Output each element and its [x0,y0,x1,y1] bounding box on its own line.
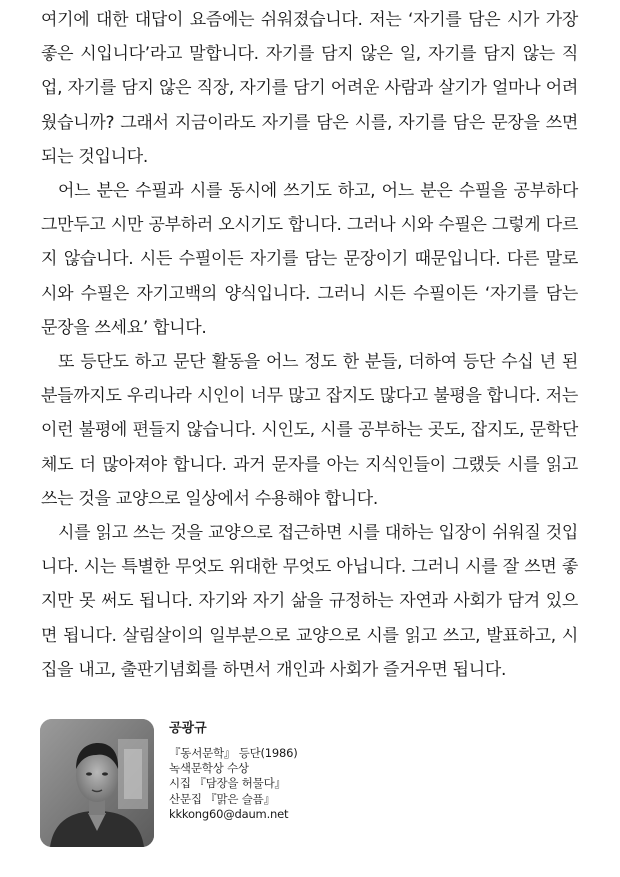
article-paragraph: 어느 분은 수필과 시를 동시에 쓰기도 하고, 어느 분은 수필을 공부하다 그만두고 시만 공부하러 오시기도 합니다. 그러나 시와 수필은 그렇게 다르지 않습니다. 시든 수필이든 자기를 담는 문장이기 때문입니다. 다른 말로 시와 수필은 자기고백의 양식입니다. 그러니 시든 수필이든 ‘자기를 담는 문장을 쓰세요’ 합니다. [41,181,578,338]
article-paragraph: 여기에 대한 대답이 요즘에는 쉬워졌습니다. 저는 ‘자기를 담은 시가 가장 좋은 시입니다’라고 말합니다. 자기를 담지 않은 일, 자기를 담지 않는 직업, 자기를 담지 않은 직장, 자기를 담기 어려운 사람과 살기가 얼마나 어려웠습니까? 그래서 지금이라도 자기를 담은 시를, 자기를 담은 문장을 쓰면 되는 것입니다. [41,10,578,167]
article-body [41,3,578,687]
author-debut: 『동서문학』 등단(1986) [169,746,298,760]
author-photo [40,719,154,847]
author-profile [40,716,580,846]
author-essay-book: 산문집 『맑은 슬픔』 [169,791,275,806]
author-email[interactable]: kkkong60@daum.net [169,806,289,821]
author-award: 녹색문학상 수상 [169,761,249,776]
author-info [169,720,469,822]
author-poetry-book: 시집 『담장을 허물다』 [169,776,286,791]
author-name: 공광규 [169,721,207,736]
article-paragraph: 시를 읽고 쓰는 것을 교양으로 접근하면 시를 대하는 입장이 쉬워질 것입니다. 시는 특별한 무엇도 위대한 무엇도 아닙니다. 그러니 시를 잘 쓰면 좋지만 못 써도 됩니다. 자기와 자기 삶을 규정하는 자연과 사회가 담겨 있으면 됩니다. 살림살이의 일부분으로 교양으로 시를 읽고 쓰고, 발표하고, 시집을 내고, 출판기념회를 하면서 개인과 사회가 즐거우면 됩니다. [41,523,578,680]
article-paragraph: 또 등단도 하고 문단 활동을 어느 정도 한 분들, 더하여 등단 수십 년 된 분들까지도 우리나라 시인이 너무 많고 잡지도 많다고 불평을 합니다. 저는 이런 불평에 편들지 않습니다. 시인도, 시를 공부하는 곳도, 잡지도, 문학단체도 더 많아져야 합니다. 과거 문자를 아는 지식인들이 그랬듯 시를 읽고 쓰는 것을 교양으로 일상에서 수용해야 합니다. [41,352,578,509]
author-portrait-image [40,719,154,847]
